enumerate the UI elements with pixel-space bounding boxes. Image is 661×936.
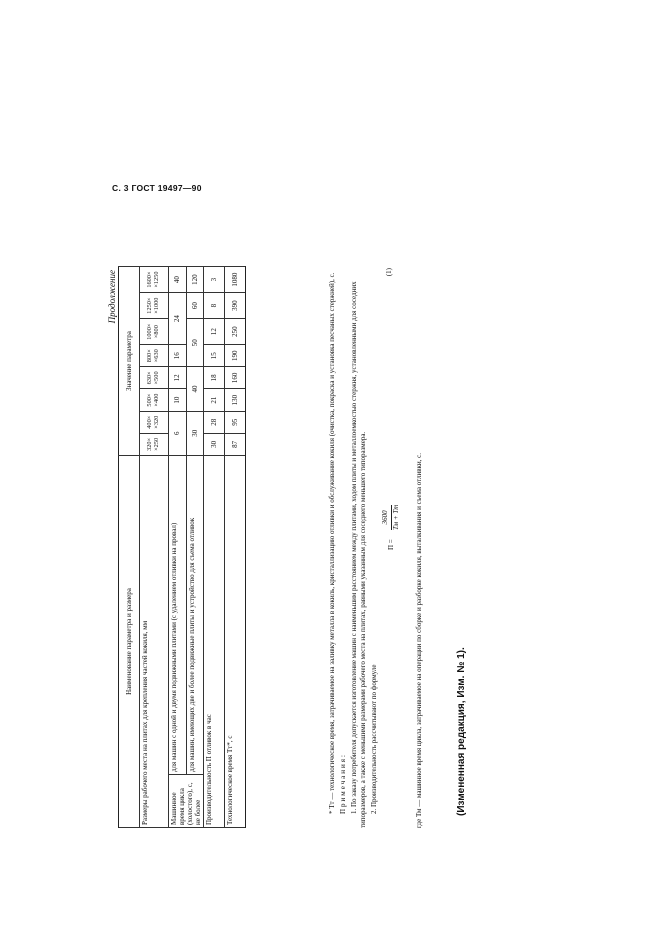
prod-cell: 21 <box>204 389 225 411</box>
where-clause: где Тм — машинное время цикла, затрачиваемое на операции по сборке и разборке кокиля, выталкивания и съема отливки, с. <box>415 452 424 828</box>
cycle-a-cell: 6 <box>169 411 187 455</box>
cycle-a-cell: 12 <box>169 367 187 389</box>
tech-cell: 130 <box>225 389 246 411</box>
tech-cell: 390 <box>225 293 246 319</box>
formula-denominator: Тм + Тт <box>391 504 400 530</box>
cycle-a-cell: 24 <box>169 293 187 345</box>
size-cell: 1250× ×1000 <box>140 293 169 319</box>
row-size-label: Размеры рабочего места на плитах для крепления частей кокиля, мм <box>140 455 169 827</box>
size-cell: 400× ×320 <box>140 411 169 433</box>
cycle-a-cell: 16 <box>169 345 187 367</box>
formula-numerator: 3600 <box>381 505 391 530</box>
footnote: * Тт — технологическое время, затрачиваемое на заливку металла в кокиль, кристаллизацию отливки и обслуживание кокиля (очистка, покраска и установка песчаных стержней), с. <box>328 272 336 814</box>
formula <box>381 266 415 828</box>
row-cycle-a-label: для машин с одной и двумя подвижными плитами (с удалением отливки на провал) <box>169 455 187 774</box>
note-1: 1. По заказу потребителя допускается изготовление машин с наименьшим расстоянием между плитами, ходом плиты и металлоемкостью стержня, установленными для соседних типоразмеров, а также с меньшими размерами рабочего места на плитах, равными указанным для соседнего меньшего типоразмера. <box>350 281 368 828</box>
row-cycle-label: Машинное время цикла (холостого), с, не более <box>169 775 204 828</box>
tech-cell: 160 <box>225 367 246 389</box>
continuation-label: Продолжение <box>107 270 117 324</box>
tech-cell: 1080 <box>225 267 246 293</box>
formula-lhs: П = <box>387 539 396 550</box>
formula-number: (1) <box>385 268 394 277</box>
size-cell: 1600× ×1250 <box>140 267 169 293</box>
prod-cell: 18 <box>204 367 225 389</box>
cycle-a-cell: 40 <box>169 267 187 293</box>
parameters-table <box>118 266 246 828</box>
size-cell: 1000× ×800 <box>140 319 169 345</box>
size-cell: 500× ×400 <box>140 389 169 411</box>
col-head-name: Наименование параметра и размера <box>119 455 140 827</box>
cycle-b-cell: 40 <box>186 367 204 411</box>
col-head-value: Значение параметра <box>119 267 140 456</box>
cycle-b-cell: 60 <box>186 293 204 319</box>
prod-cell: 12 <box>204 319 225 345</box>
prod-cell: 30 <box>204 433 225 455</box>
prod-cell: 8 <box>204 293 225 319</box>
row-cycle-b-label: для машин, имеющих две и более подвижные плиты и устройство для съема отливок <box>186 455 204 774</box>
formula-fraction <box>381 505 400 530</box>
size-cell: 800× ×630 <box>140 345 169 367</box>
size-cell: 320× ×250 <box>140 433 169 455</box>
prod-cell: 28 <box>204 411 225 433</box>
size-cell: 630× ×500 <box>140 367 169 389</box>
cycle-a-cell: 10 <box>169 389 187 411</box>
prod-cell: 3 <box>204 267 225 293</box>
cycle-b-cell: 30 <box>186 411 204 455</box>
note-2: 2. Производительность рассчитывают по формуле <box>370 664 379 814</box>
row-tech-label: Технологическое время Тт*, с <box>225 455 246 827</box>
page-header: С. 3 ГОСТ 19497—90 <box>112 183 202 193</box>
tech-cell: 87 <box>225 433 246 455</box>
cycle-b-cell: 50 <box>186 319 204 367</box>
tech-cell: 95 <box>225 411 246 433</box>
rotated-content <box>107 268 490 828</box>
tech-cell: 190 <box>225 345 246 367</box>
notes-title: Примечания: <box>339 753 348 814</box>
revision-note: (Измененная редакция, Изм. № 1). <box>456 647 467 816</box>
notes-block <box>328 266 427 828</box>
tech-cell: 250 <box>225 319 246 345</box>
cycle-b-cell: 120 <box>186 267 204 293</box>
prod-cell: 15 <box>204 345 225 367</box>
row-prod-label: Производительность П отливок в час <box>204 455 225 827</box>
